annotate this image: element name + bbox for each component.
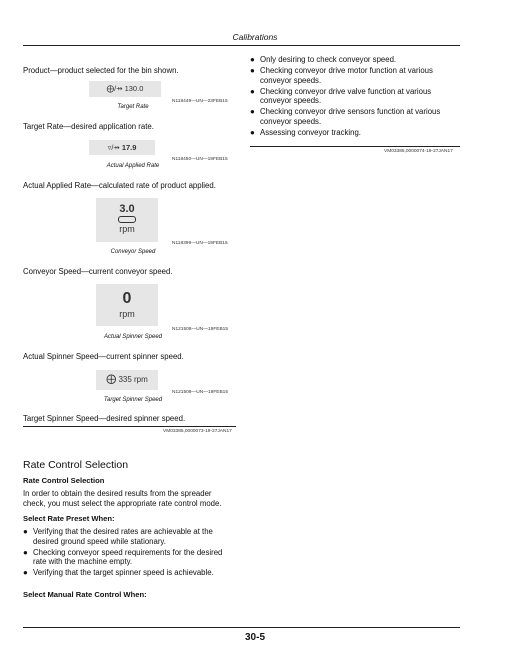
header-rule <box>23 45 460 46</box>
actual-spinner-description: Actual Spinner Speed—current spinner speed. <box>23 352 184 361</box>
fig5-code: N121509—UN—19FEB15 <box>172 390 228 395</box>
page-number: 30-5 <box>244 632 265 643</box>
funnel-icon: ▿/⇸ <box>107 143 120 152</box>
conveyor-speed-unit: rpm <box>119 224 135 234</box>
list-item: ● Assessing conveyor tracking. <box>250 128 361 138</box>
crosshair-icon: ⨁ <box>106 374 117 385</box>
list-item: ● Checking conveyor drive sensors function at various conveyor speeds. <box>250 107 441 127</box>
list-item: ● Verifying that the target spinner speed is achievable. <box>23 568 214 578</box>
section-title: Rate Control Selection <box>23 459 129 471</box>
conveyor-speed-value: 3.0 <box>119 203 135 215</box>
footer-rule <box>23 627 460 628</box>
target-rate-figure <box>89 81 161 97</box>
product-description: Product—product selected for the bin shown. <box>23 66 179 75</box>
list-item: ● Only desiring to check conveyor speed. <box>250 55 397 64</box>
fig1-caption: Target Rate <box>117 104 149 110</box>
actual-rate-figure <box>89 140 155 155</box>
fig5-caption: Target Spinner Speed <box>103 397 163 403</box>
fig3-code: N118399—UN—19FEB15 <box>172 241 228 246</box>
fig4-code: N121508—UN—19FEB15 <box>172 327 228 332</box>
fig2-code: N118450—UN—19FEB15 <box>172 157 228 162</box>
left-doc-code: VM03385,0000073-19-27JAN17 <box>163 429 232 434</box>
target-spinner-value: 335 rpm <box>118 375 148 384</box>
actual-rate-description: Actual Applied Rate—calculated rate of product applied. <box>23 181 216 190</box>
right-doc-code: VM03385,0000074-19-27JAN17 <box>384 149 453 154</box>
right-doc-rule <box>250 146 460 147</box>
fig3-caption: Conveyor Speed <box>110 249 156 255</box>
target-rate-description: Target Rate—desired application rate. <box>23 122 154 131</box>
manual-heading: Select Manual Rate Control When: <box>23 589 147 599</box>
sub-title: Rate Control Selection <box>23 476 105 485</box>
list-item: ● Checking conveyor speed requirements for the desired rate with the machine empty. <box>23 547 223 567</box>
conveyor-speed-figure <box>96 198 158 242</box>
actual-spinner-unit: rpm <box>119 309 135 319</box>
rate-control-section <box>23 459 236 599</box>
preset-heading: Select Rate Preset When: <box>23 514 115 523</box>
actual-spinner-figure <box>96 284 158 326</box>
target-rate-value: 130.0 <box>124 84 144 93</box>
target-spinner-figure <box>96 370 158 390</box>
page-header-title: Calibrations <box>232 32 278 42</box>
fig4-caption: Actual Spinner Speed <box>103 334 163 340</box>
actual-rate-value: 17.9 <box>121 143 137 152</box>
fig1-code: N118449—UN—23FEB15 <box>172 99 228 104</box>
fig2-caption: Actual Applied Rate <box>106 163 160 169</box>
target-spinner-description: Target Spinner Speed—desired spinner speed. <box>23 414 186 423</box>
actual-spinner-value: 0 <box>122 290 132 307</box>
crosshair-icon: ⨁/⇸ <box>106 84 123 93</box>
right-bullet-list <box>250 55 460 139</box>
list-item: ● Verifying that the desired rates are achievable at the desired ground speed while stationary. <box>23 527 213 546</box>
intro-paragraph: In order to obtain the desired results from the spreader check, you must select the appropriate rate control mode. <box>23 489 222 508</box>
conveyor-speed-description: Conveyor Speed—current conveyor speed. <box>23 267 173 276</box>
conveyor-icon <box>118 216 136 223</box>
list-item: ● Checking conveyor drive motor function at various conveyor speeds. <box>250 66 433 85</box>
list-item: ● Checking conveyor drive valve function at various conveyor speeds. <box>250 86 432 106</box>
left-doc-rule <box>23 426 236 427</box>
